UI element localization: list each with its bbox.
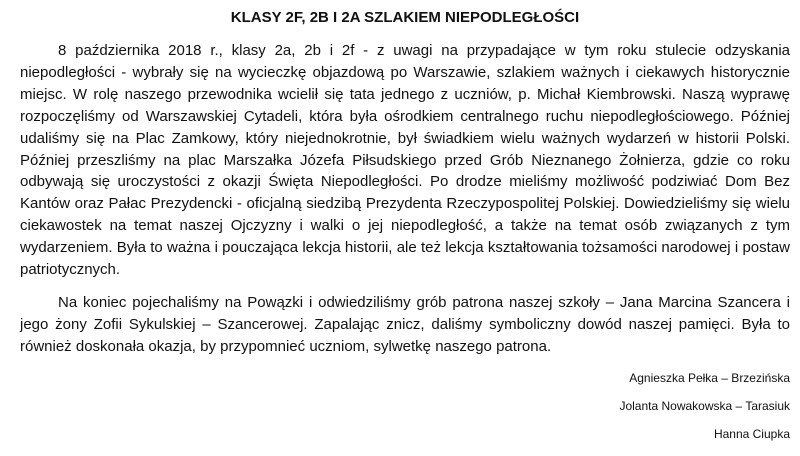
signatures [619, 370, 790, 454]
signature-2: Jolanta Nowakowska – Tarasiuk [619, 399, 790, 413]
signature-1: Agnieszka Pełka – Brzezińska [629, 371, 790, 385]
paragraph-2: Na koniec pojechaliśmy na Powązki i odwiedziliśmy grób patrona naszej szkoły – Jana Marcina Szancera i jego żony Zofii Sykulskiej – Szancerowej. Zapalając znicz, daliśmy symboliczny dowód naszej pamięci. Była to również doskonała okazja, by przypomnieć uczniom, sylwetkę naszego patrona. [20, 293, 790, 355]
paragraph-1: 8 października 2018 r., klasy 2a, 2b i 2f - z uwagi na przypadające w tym roku stulecie odzyskania niepodległości - wybrały się na wycieczkę objazdową po Warszawie, szlakiem ważnych i ciekawych historycznie miejsc. W rolę naszego przewodnika wcielił się tata jednego z uczniów, p. Michał Kiembrowski. Naszą wyprawę rozpoczęliśmy od Warszawskiej Cytadeli, która była ośrodkiem centralnego ruchu niepodległościowego. Później udaliśmy się na Plac Zamkowy, który niejednokrotnie, był świadkiem wielu ważnych wydarzeń w historii Polski. Później przeszliśmy na plac Marszałka Józefa Piłsudskiego przed Grób Nieznanego Żołnierza, gdzie co roku odbywają się uroczystości z okazji Święta Niepodległości. Po drodze mieliśmy możliwość podziwiać Dom Bez Kantów oraz Pałac Prezydencki - oficjalną siedzibą Prezydenta Rzeczypospolitej Polskiej. Dowiedzieliśmy się wielu ciekawostek na temat naszej Ojczyzny i walki o jej niepodległość, a także na temat osób związanych z tym wydarzeniem. Była to ważna i pouczająca lekcja historii, ale też lekcja kształtowania tożsamości narodowej i postaw patriotycznych. [20, 42, 790, 279]
document [20, 9, 790, 358]
signature-3: Hanna Ciupka [713, 427, 790, 441]
document-title: KLASY 2F, 2B I 2A SZLAKIEM NIEPODLEGŁOŚCI [230, 9, 580, 26]
